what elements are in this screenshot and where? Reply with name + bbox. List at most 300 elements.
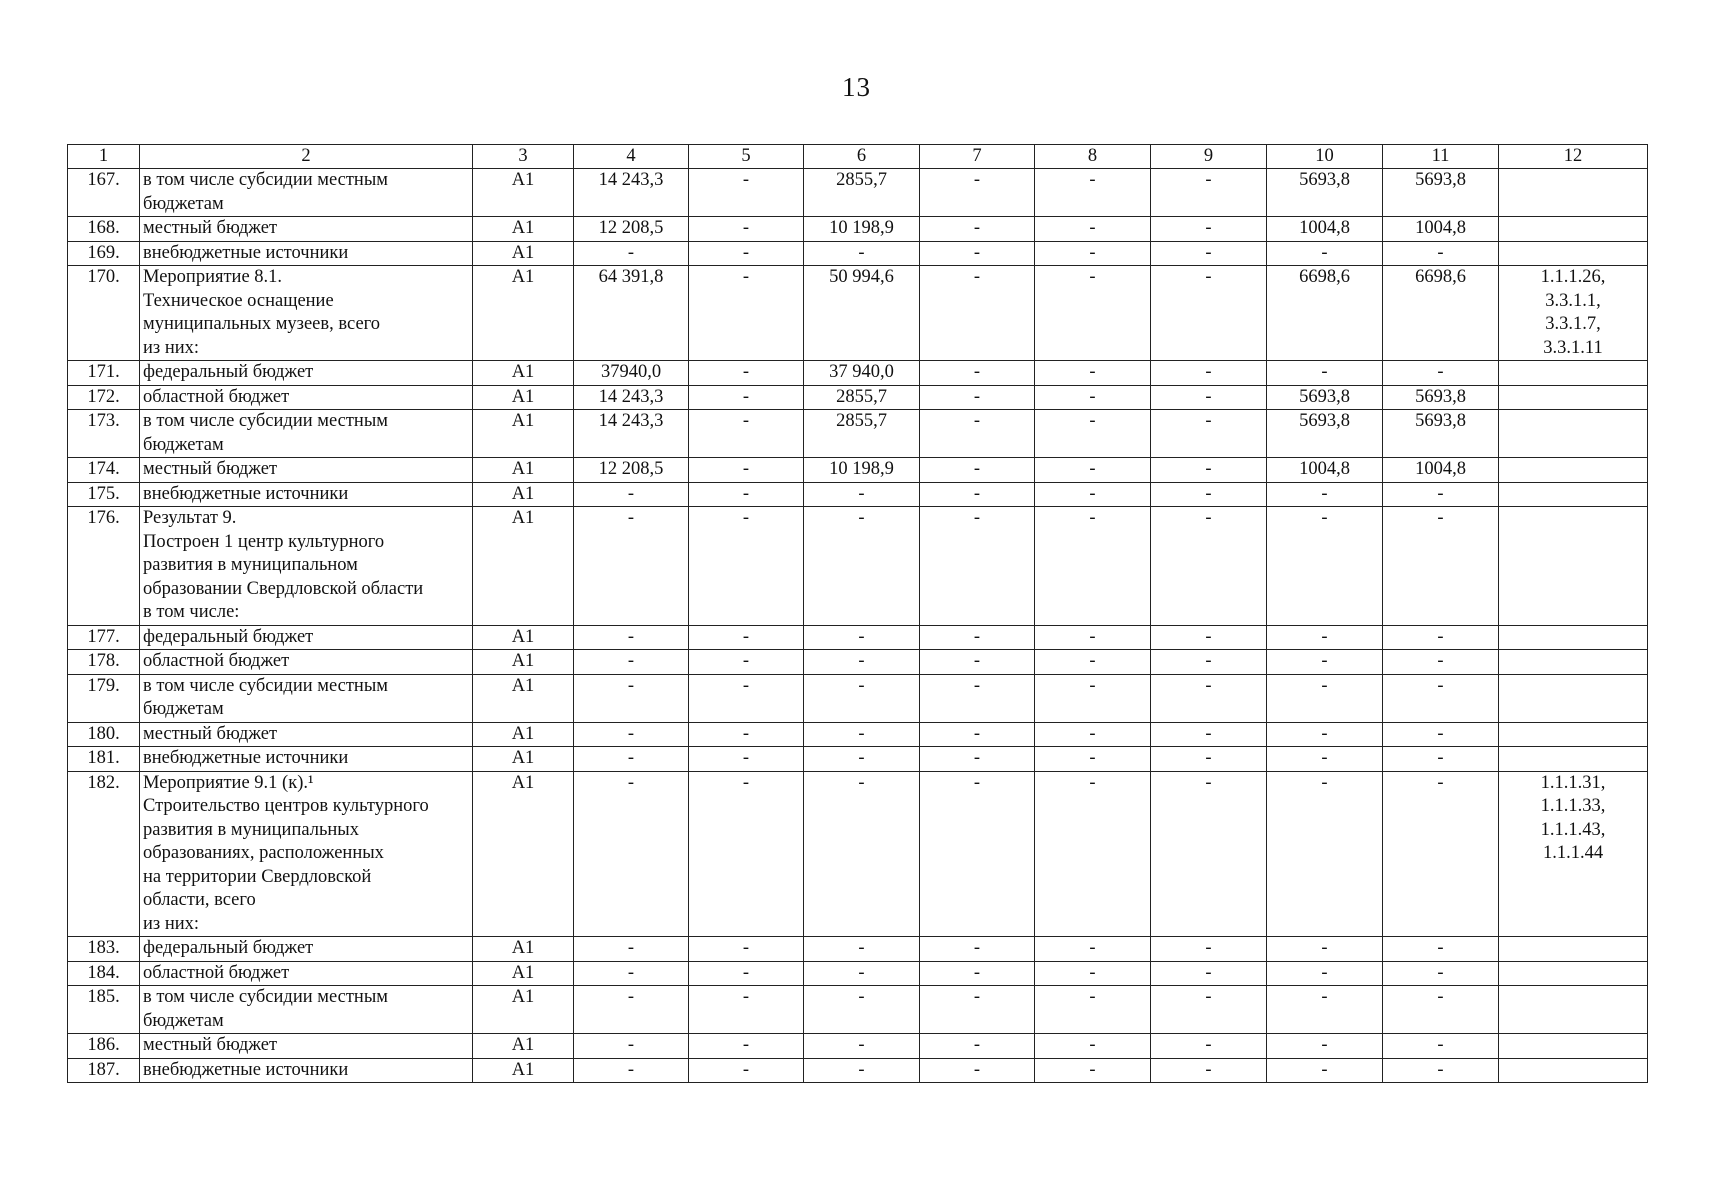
amount-cell: - [920,625,1035,650]
description-line: бюджетам [143,699,224,719]
amount-cell: - [689,361,804,386]
column-number: 8 [1035,145,1151,169]
row-number: 177. [68,625,140,650]
amount-cell: - [1151,266,1267,361]
table-row [68,650,1648,675]
amount-cell: - [689,961,804,986]
table-row [68,1034,1648,1059]
amount-cell: - [574,241,689,266]
amount-cell: - [689,169,804,217]
description-line: федеральный бюджет [143,626,314,647]
amount-cell: - [804,961,920,986]
row-number: 173. [68,410,140,458]
code-cell: А1 [473,1058,574,1083]
amount-cell: - [920,507,1035,626]
amount-cell: - [1267,241,1383,266]
table-row [68,458,1648,483]
description-line: в том числе субсидии местным [143,675,388,696]
amount-cell: - [804,674,920,722]
description-line: Техническое оснащение [143,290,334,311]
amount-cell: - [1267,507,1383,626]
amount-cell: - [1383,507,1499,626]
row-number: 167. [68,169,140,217]
amount-cell: - [1151,410,1267,458]
budget-table [67,144,1648,1083]
amount-cell: - [1267,1058,1383,1083]
amount-cell: 2855,7 [804,410,920,458]
amount-cell: - [920,1034,1035,1059]
amount-cell: 5693,8 [1383,410,1499,458]
amount-cell: - [1035,986,1151,1034]
description-line: областной бюджет [143,651,290,671]
row-number: 179. [68,674,140,722]
amount-cell: - [920,482,1035,507]
amount-cell: - [804,482,920,507]
amount-cell: - [804,650,920,675]
amount-cell: - [1151,937,1267,962]
table-body [68,145,1648,1083]
amount-cell: - [1151,169,1267,217]
amount-cell: 5693,8 [1383,385,1499,410]
column-number: 6 [804,145,920,169]
target-refs-cell [1499,169,1648,217]
amount-cell: - [1035,1034,1151,1059]
amount-cell: - [1151,747,1267,772]
amount-cell: 6698,6 [1267,266,1383,361]
description-line: бюджетам [143,1010,224,1031]
amount-cell: - [1151,241,1267,266]
amount-cell: - [920,1058,1035,1083]
row-description [140,937,473,962]
row-number: 169. [68,241,140,266]
amount-cell: - [1151,361,1267,386]
amount-cell: - [689,266,804,361]
amount-cell: - [1383,674,1499,722]
amount-cell: - [574,674,689,722]
description-line: в том числе: [143,602,240,622]
code-cell: А1 [473,650,574,675]
amount-cell: - [1035,771,1151,937]
row-number: 181. [68,747,140,772]
target-ref: 1.1.1.44 [1542,843,1604,863]
code-cell: А1 [473,507,574,626]
description-line: местный бюджет [143,723,278,744]
amount-cell: - [920,169,1035,217]
row-number: 174. [68,458,140,483]
row-number: 185. [68,986,140,1034]
table-row [68,482,1648,507]
description-line: в том числе субсидии местным [143,987,388,1007]
target-refs-cell [1499,674,1648,722]
amount-cell: - [1267,1034,1383,1059]
row-description [140,961,473,986]
amount-cell: - [920,410,1035,458]
amount-cell: - [574,482,689,507]
row-number: 180. [68,722,140,747]
row-number: 168. [68,217,140,242]
row-description [140,747,473,772]
amount-cell: - [1383,986,1499,1034]
code-cell: А1 [473,722,574,747]
table-row [68,937,1648,962]
amount-cell: - [1383,1034,1499,1059]
amount-cell: - [1267,361,1383,386]
row-number: 184. [68,961,140,986]
row-number: 171. [68,361,140,386]
target-ref: 3.3.1.7, [1545,314,1601,334]
row-number: 182. [68,771,140,937]
amount-cell: - [689,722,804,747]
amount-cell: - [689,410,804,458]
amount-cell: - [1035,410,1151,458]
column-number: 12 [1499,145,1648,169]
target-ref: 3.3.1.11 [1543,337,1603,358]
amount-cell: - [920,241,1035,266]
amount-cell: - [1151,771,1267,937]
table-row [68,507,1648,626]
description-line: на территории Свердловской [143,866,372,887]
amount-cell: - [574,961,689,986]
amount-cell: - [1035,169,1151,217]
amount-cell: - [1035,961,1151,986]
amount-cell: - [1035,650,1151,675]
amount-cell: - [689,217,804,242]
column-number: 1 [68,145,140,169]
amount-cell: - [1035,937,1151,962]
row-description [140,771,473,937]
description-line: Построен 1 центр культурного [143,531,385,552]
amount-cell: - [920,458,1035,483]
amount-cell: - [1151,385,1267,410]
amount-cell: - [1383,771,1499,937]
amount-cell: 5693,8 [1267,169,1383,217]
row-description [140,217,473,242]
table-row [68,241,1648,266]
amount-cell: 1004,8 [1383,458,1499,483]
amount-cell: - [920,747,1035,772]
amount-cell: 37940,0 [574,361,689,386]
amount-cell: - [1267,747,1383,772]
amount-cell: - [804,747,920,772]
amount-cell: - [1035,241,1151,266]
target-ref: 1.1.1.31, [1540,772,1606,793]
amount-cell: - [1383,722,1499,747]
amount-cell: - [1035,507,1151,626]
target-refs-cell [1499,385,1648,410]
row-number: 176. [68,507,140,626]
amount-cell: - [1151,217,1267,242]
target-refs-cell [1499,986,1648,1034]
row-description [140,266,473,361]
amount-cell: - [1035,361,1151,386]
amount-cell: - [1151,722,1267,747]
description-line: Мероприятие 9.1 (к).¹ [143,772,314,793]
table-row [68,986,1648,1034]
row-number: 172. [68,385,140,410]
amount-cell: - [689,507,804,626]
row-number: 170. [68,266,140,361]
description-line: образовании Свердловской области [143,578,424,599]
column-number: 5 [689,145,804,169]
amount-cell: - [1267,482,1383,507]
target-refs-cell [1499,1034,1648,1059]
amount-cell: - [920,722,1035,747]
row-description [140,625,473,650]
code-cell: А1 [473,410,574,458]
amount-cell: 1004,8 [1267,217,1383,242]
amount-cell: - [920,961,1035,986]
amount-cell: - [1035,674,1151,722]
amount-cell: - [920,771,1035,937]
amount-cell: - [920,650,1035,675]
amount-cell: 2855,7 [804,385,920,410]
amount-cell: - [689,771,804,937]
amount-cell: - [1383,482,1499,507]
description-line: образованиях, расположенных [143,843,384,863]
table-row [68,625,1648,650]
description-line: федеральный бюджет [143,362,314,382]
amount-cell: - [804,986,920,1034]
target-refs-cell [1499,722,1648,747]
amount-cell: - [1267,986,1383,1034]
target-refs-cell [1499,650,1648,675]
amount-cell: - [920,266,1035,361]
amount-cell: - [920,986,1035,1034]
code-cell: А1 [473,771,574,937]
table-row [68,747,1648,772]
row-description [140,361,473,386]
amount-cell: 50 994,6 [804,266,920,361]
amount-cell: - [1151,1058,1267,1083]
amount-cell: - [574,1034,689,1059]
amount-cell: - [574,650,689,675]
target-refs-cell [1499,241,1648,266]
description-line: Строительство центров культурного [143,796,429,816]
amount-cell: 14 243,3 [574,410,689,458]
amount-cell: - [689,241,804,266]
description-line: в том числе субсидии местным [143,411,388,431]
amount-cell: - [920,361,1035,386]
amount-cell: - [1383,361,1499,386]
row-number: 178. [68,650,140,675]
table-row [68,961,1648,986]
target-refs-cell [1499,217,1648,242]
row-description [140,241,473,266]
table-row [68,722,1648,747]
amount-cell: - [689,482,804,507]
target-refs-cell [1499,1058,1648,1083]
amount-cell: - [920,937,1035,962]
amount-cell: - [804,1058,920,1083]
row-description [140,1058,473,1083]
amount-cell: 1004,8 [1267,458,1383,483]
row-description [140,169,473,217]
target-ref: 1.1.1.26, [1540,267,1606,287]
code-cell: А1 [473,385,574,410]
amount-cell: - [689,747,804,772]
amount-cell: - [1151,482,1267,507]
amount-cell: - [574,722,689,747]
code-cell: А1 [473,482,574,507]
amount-cell: - [689,674,804,722]
table-row [68,361,1648,386]
amount-cell: - [1035,722,1151,747]
amount-cell: - [689,625,804,650]
table-row [68,217,1648,242]
amount-cell: 1004,8 [1383,217,1499,242]
description-line: местный бюджет [143,459,278,479]
amount-cell: - [1383,650,1499,675]
amount-cell: - [1383,937,1499,962]
description-line: в том числе субсидии местным [143,170,388,190]
target-refs-cell [1499,937,1648,962]
target-ref: 3.3.1.1, [1545,290,1601,311]
description-line: муниципальных музеев, всего [143,314,381,334]
amount-cell: - [1383,747,1499,772]
amount-cell: - [1035,625,1151,650]
code-cell: А1 [473,674,574,722]
amount-cell: - [1383,1058,1499,1083]
code-cell: А1 [473,361,574,386]
amount-cell: - [1151,625,1267,650]
target-refs-cell [1499,361,1648,386]
column-number: 9 [1151,145,1267,169]
amount-cell: - [1035,385,1151,410]
row-number: 186. [68,1034,140,1059]
row-description [140,650,473,675]
row-description [140,1034,473,1059]
column-number-row [68,145,1648,169]
target-refs-cell [1499,747,1648,772]
amount-cell: - [1151,961,1267,986]
target-ref: 1.1.1.33, [1540,796,1606,816]
amount-cell: - [1267,625,1383,650]
target-refs-cell [1499,961,1648,986]
description-line: Результат 9. [143,508,237,528]
row-description [140,482,473,507]
amount-cell: - [1035,1058,1151,1083]
amount-cell: - [1151,458,1267,483]
target-refs-cell [1499,266,1648,361]
amount-cell: - [1267,650,1383,675]
amount-cell: - [1267,961,1383,986]
target-refs-cell [1499,458,1648,483]
amount-cell: - [804,937,920,962]
amount-cell: - [689,1058,804,1083]
amount-cell: - [574,771,689,937]
row-description [140,986,473,1034]
amount-cell: 12 208,5 [574,217,689,242]
row-description [140,722,473,747]
amount-cell: - [574,937,689,962]
description-line: из них: [143,337,200,358]
code-cell: А1 [473,961,574,986]
row-number: 175. [68,482,140,507]
table-row [68,771,1648,937]
amount-cell: - [804,771,920,937]
amount-cell: - [689,650,804,675]
column-number: 11 [1383,145,1499,169]
amount-cell: - [1151,507,1267,626]
table-row [68,674,1648,722]
amount-cell: - [804,507,920,626]
description-line: внебюджетные источники [143,1059,349,1080]
table-row [68,169,1648,217]
amount-cell: 64 391,8 [574,266,689,361]
amount-cell: 12 208,5 [574,458,689,483]
amount-cell: 37 940,0 [804,361,920,386]
column-number: 7 [920,145,1035,169]
row-description [140,674,473,722]
amount-cell: - [574,747,689,772]
amount-cell: - [1267,937,1383,962]
amount-cell: - [1267,674,1383,722]
amount-cell: - [1151,650,1267,675]
amount-cell: - [804,241,920,266]
description-line: федеральный бюджет [143,938,314,958]
code-cell: А1 [473,625,574,650]
amount-cell: - [920,674,1035,722]
amount-cell: - [1383,241,1499,266]
target-refs-cell [1499,482,1648,507]
target-refs-cell [1499,625,1648,650]
target-ref: 1.1.1.43, [1540,819,1606,840]
page-number: 13 [842,72,871,102]
column-number: 4 [574,145,689,169]
amount-cell: - [804,625,920,650]
code-cell: А1 [473,1034,574,1059]
code-cell: А1 [473,217,574,242]
code-cell: А1 [473,747,574,772]
description-line: бюджетам [143,193,224,214]
table-row [68,385,1648,410]
description-line: внебюджетные источники [143,242,349,263]
amount-cell: - [1151,986,1267,1034]
amount-cell: - [1267,771,1383,937]
column-number: 10 [1267,145,1383,169]
amount-cell: - [1035,266,1151,361]
table-row [68,1058,1648,1083]
amount-cell: - [1383,961,1499,986]
description-line: местный бюджет [143,218,278,238]
description-line: развития в муниципальных [143,819,359,840]
amount-cell: 10 198,9 [804,458,920,483]
amount-cell: - [689,458,804,483]
amount-cell: 5693,8 [1267,410,1383,458]
target-refs-cell [1499,507,1648,626]
amount-cell: 10 198,9 [804,217,920,242]
amount-cell: - [574,507,689,626]
table-row [68,266,1648,361]
code-cell: А1 [473,937,574,962]
amount-cell: - [689,385,804,410]
description-line: внебюджетные источники [143,748,349,768]
amount-cell: - [1151,674,1267,722]
amount-cell: - [1035,458,1151,483]
amount-cell: 6698,6 [1383,266,1499,361]
description-line: внебюджетные источники [143,483,349,504]
amount-cell: - [804,1034,920,1059]
description-line: развития в муниципальном [143,555,358,575]
amount-cell: - [1383,625,1499,650]
description-line: областной бюджет [143,962,290,983]
target-refs-cell [1499,771,1648,937]
amount-cell: 5693,8 [1383,169,1499,217]
description-line: из них: [143,913,200,934]
amount-cell: - [1035,482,1151,507]
amount-cell: - [920,385,1035,410]
row-description [140,410,473,458]
